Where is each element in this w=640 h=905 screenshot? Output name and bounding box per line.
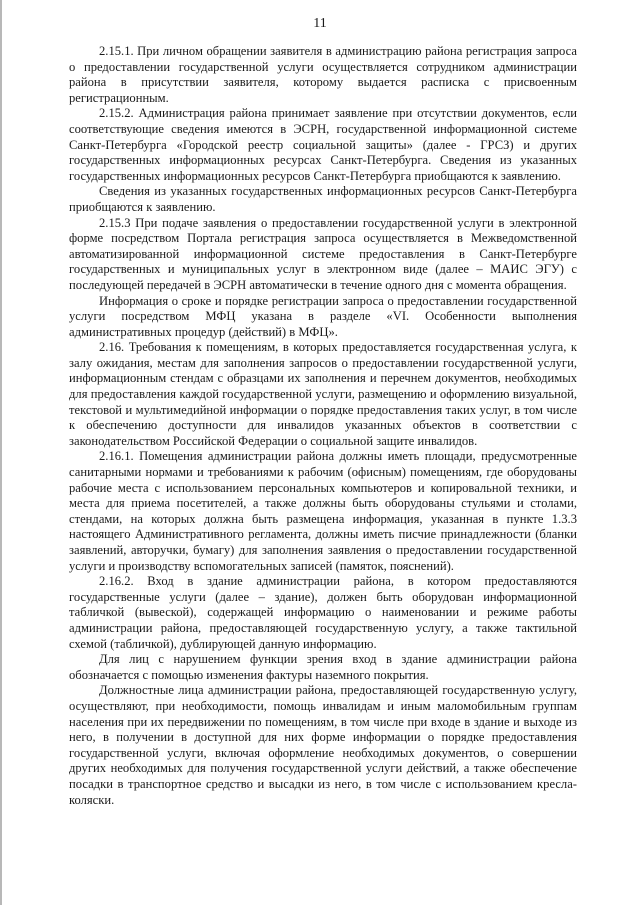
page-number: 11: [313, 16, 327, 31]
paragraph-2-16-2: 2.16.2. Вход в здание администрации района, в котором предоставляются государственные услуги (далее – здание), должен быть оборудован информационной табличкой (вывеской), содержащей информацию о наименовании и режиме работы администрации района, предоставляющей государственную услугу, а также тактильной схемой (табличкой), дублирующей данную информацию.: [69, 574, 577, 651]
paragraph-officials-assistance: Должностные лица администрации района, предоставляющей государственную услугу, осуществляют, при необходимости, помощь инвалидам и иным маломобильным группам населения при их передвижении по помещениям, в том числе при входе в здание и выходе из него, в получении в доступной для них форме информации о порядке предоставления государственной услуги, включая оформление необходимых документов, о совершении других необходимых для получения государственной услуги действий, а также обеспечение посадки в транспортное средство и высадки из него, в том числе с использованием кресла-коляски.: [69, 683, 577, 807]
document-body: [69, 44, 577, 808]
paragraph-2-15-1: 2.15.1. При личном обращении заявителя в администрацию района регистрация запроса о предоставлении государственной услуги осуществляется сотрудником администрации района в присутствии заявителя, которому выдается расписка с присвоенным регистрационным.: [69, 44, 577, 105]
paragraph-2-15-2: 2.15.2. Администрация района принимает заявление при отсутствии документов, если соответствующие сведения имеются в ЭСРН, государственной информационной системе Санкт-Петербурга «Городской реестр социальной защиты» (далее - ГРСЗ) и других государственных информационных ресурсах Санкт-Петербурга. Сведения из указанных государственных информационных ресурсов Санкт-Петербурга приобщаются к заявлению.: [69, 106, 577, 183]
paragraph-info-sources: Сведения из указанных государственных информационных ресурсов Санкт-Петербурга приобщаются к заявлению.: [69, 184, 577, 214]
paragraph-2-16-1: 2.16.1. Помещения администрации района должны иметь площади, предусмотренные санитарными нормами и требованиями к рабочим (офисным) помещениям, где оборудованы рабочие места с использованием персональных компьютеров и копировальной техники, и места для приема посетителей, а также должны быть оборудованы стульями и столами, стендами, на которых должна быть размещена информация, указанная в пункте 1.3.3 настоящего Административного регламента, должны иметь писчие принадлежности (бланки заявлений, авторучки, бумагу) для заполнения заявления о предоставлении государственной услуги и производству вспомогательных записей (памяток, пояснений).: [69, 449, 577, 573]
paragraph-2-16: 2.16. Требования к помещениям, в которых предоставляется государственная услуга, к залу ожидания, местам для заполнения запросов о предоставлении государственной услуги, информационным стендам с образцами их заполнения и перечнем документов, необходимых для предоставления каждой государственной услуги, размещению и оформлению визуальной, текстовой и мультимедийной информации о порядке предоставления таких услуг, в том числе к обеспечению доступности для инвалидов указанных объектов в соответствии с законодательством Российской Федерации о социальной защите инвалидов.: [69, 340, 577, 448]
scan-edge-line: [0, 0, 2, 905]
paragraph-vision-impaired: Для лиц с нарушением функции зрения вход в здание администрации района обозначается с помощью изменения фактуры наземного покрытия.: [69, 652, 577, 682]
paragraph-mfc-registration: Информация о сроке и порядке регистрации запроса о предоставлении государственной услуги посредством МФЦ указана в разделе «VI. Особенности выполнения административных процедур (действий) в МФЦ».: [69, 293, 577, 339]
paragraph-2-15-3: 2.15.3 При подаче заявления о предоставлении государственной услуги в электронной форме посредством Портала регистрация запроса осуществляется в Межведомственной автоматизированной информационной системе предоставления в Санкт-Петербурге государственных и муниципальных услуг в электронном виде (далее – МАИС ЭГУ) с последующей передачей в ЭСРН автоматически в течение одного дня с момента обращения.: [69, 215, 577, 292]
